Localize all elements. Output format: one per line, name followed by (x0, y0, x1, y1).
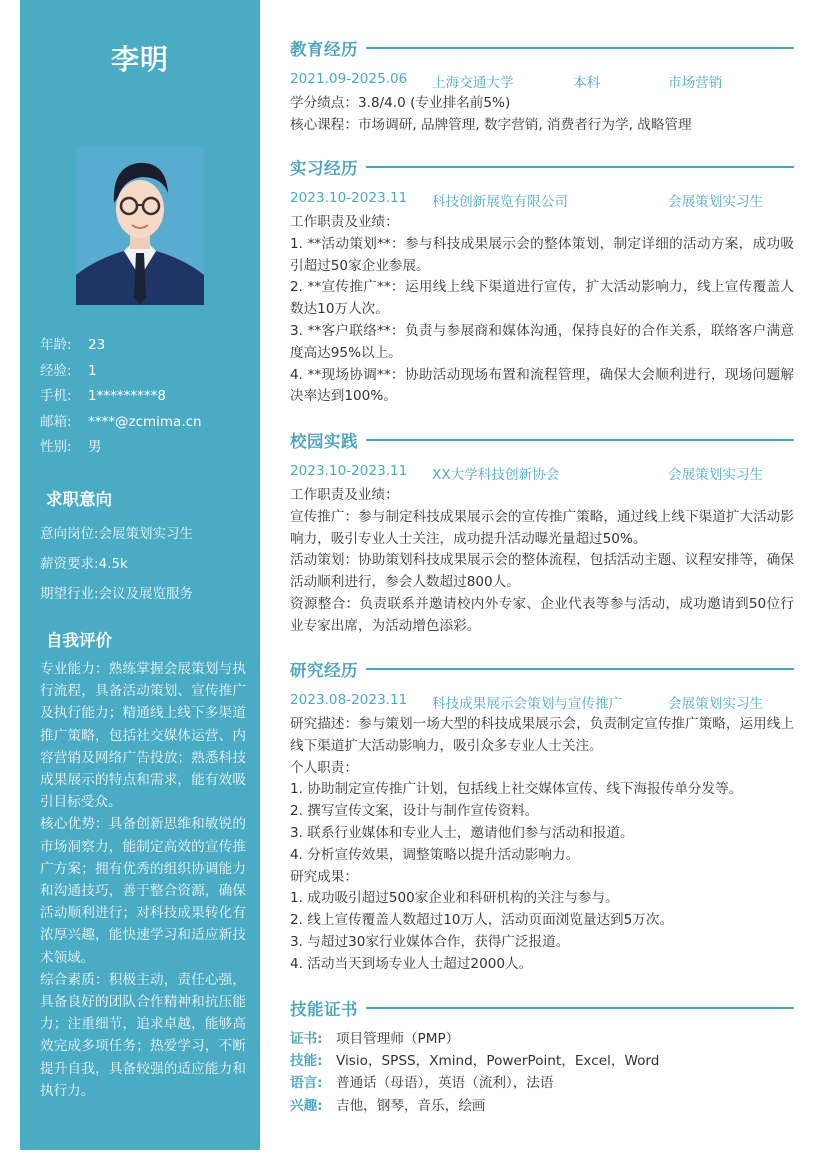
job-intent-heading: 求职意向 (46, 490, 112, 509)
self-eval-heading: 自我评价 (46, 631, 112, 650)
education-school: 上海交通大学 (432, 75, 514, 91)
research-period: 2023.08-2023.11 (290, 692, 408, 708)
skill-certificate: 证书: 项目管理师（PMP） (290, 1031, 460, 1047)
intent-position: 意向岗位:会展策划实习生 (40, 526, 194, 542)
job-intent (40, 522, 193, 612)
divider (366, 439, 794, 441)
education-degree: 本科 (573, 75, 601, 91)
self-eval-core: 核心优势：具备创新思维和敏锐的市场洞察力，能制定高效的宣传推广方案；拥有优秀的组织协调能力和沟通技巧，善于整合资源，确保活动顺利进行；对科技成果转化有浓厚兴趣，能快速学习和适应新技术领域。 (40, 816, 246, 966)
intent-salary: 薪资要求:4.5k (40, 556, 128, 572)
profile-photo (76, 147, 204, 305)
divider (366, 166, 794, 168)
info-email: 邮箱: ****@zcmima.cn (40, 413, 202, 430)
internship-heading: 实习经历 (290, 154, 794, 180)
divider (366, 1007, 794, 1009)
campus-org: XX大学科技创新协会 (432, 467, 560, 483)
sidebar (20, 0, 260, 1150)
info-age: 年龄: 23 (40, 337, 106, 353)
self-evaluation (40, 658, 246, 1102)
divider (366, 47, 794, 49)
skill-languages: 语言: 普通话（母语），英语（流利），法语 (290, 1075, 554, 1092)
internship-period: 2023.10-2023.11 (290, 190, 408, 206)
campus-role: 会展策划实习生 (668, 467, 764, 483)
research-heading: 研究经历 (290, 656, 794, 682)
research-details: 研究描述：参与策划一场大型的科技成果展示会，负责制定宣传推广策略，运用线上线下渠道扩大活动影响力，吸引众多专业人士关注。 个人职责： 1. 协助制定宣传推广计划，包括线上社交媒体宣传、线下海报传单分发等。 2. 撰写宣传文案，设计与制作宣传资料。 3. 联系行业媒体和专业人士，邀请他们参与活动和报道。 4. 分析宣传效果，调整策略以提升活动影响力。 研究成果： 1. 成功吸引超过500家企业和科研机构的关注与参与。 2. 线上宣传覆盖人数超过10万人，活动页面浏览量达到5万次。 3. 与超过30家行业媒体合作，获得广泛报道。 4. 活动当天到场专业人士超过2000人。 (290, 716, 794, 972)
info-experience: 经验: 1 (40, 362, 97, 379)
self-eval-overall: 综合素质：积极主动，责任心强，具备良好的团队合作精神和抗压能力；注重细节，追求卓越，能够高效完成多项任务；热爱学习，不断提升自我，具备较强的适应能力和执行力。 (40, 971, 246, 1099)
education-details: 学分绩点：3.8/4.0 (专业排名前5%) 核心课程：市场调研, 品牌管理, 数字营销, 消费者行为学, 战略管理 (290, 95, 692, 133)
internship-details: 工作职责及业绩： 1. **活动策划**：参与科技成果展示会的整体策划，制定详细的活动方案，成功吸引超过50家企业参展。 2. **宣传推广**：运用线上线下渠道进行宣传，扩大活动影响力，线上宣传覆盖人数达10万人次。 3. **客户联络**：负责与参展商和媒体沟通，保持良好的合作关系，联络客户满意度高达95%以上。 4. **现场协调**：协助活动现场布置和流程管理，确保大会顺利进行，现场问题解决率达到100%。 (290, 214, 794, 405)
info-phone: 手机: 1*********8 (40, 388, 166, 404)
candidate-name: 李明 (110, 43, 169, 76)
intent-industry: 期望行业:会议及展览服务 (40, 586, 194, 602)
campus-details: 工作职责及业绩： 宣传推广：参与制定科技成果展示会的宣传推广策略，通过线上线下渠道扩大活动影响力，吸引专业人士关注，成功提升活动曝光量超过50%。 活动策划：协助策划科技成果展示会的整体流程，包括活动主题、议程安排等，确保活动顺利进行，参会人数超过800人。 资源整合：负责联系并邀请校内外专家、企业代表等参与活动，成功邀请到50位行业专家出席，为活动增色添彩。 (290, 487, 794, 634)
basic-info (40, 334, 202, 462)
campus-heading: 校园实践 (290, 427, 794, 453)
portrait-icon (76, 147, 204, 305)
research-project: 科技成果展示会策划与宣传推广 (432, 696, 623, 712)
internship-company: 科技创新展览有限公司 (432, 194, 568, 210)
skills-heading: 技能证书 (290, 995, 794, 1021)
education-major: 市场营销 (668, 75, 723, 91)
self-eval-professional: 专业能力：熟练掌握会展策划与执行流程，具备活动策划、宣传推广及执行能力；精通线上线下多渠道推广策略，包括社交媒体运营、内容营销及网络广告投放；熟悉科技成果展示的特点和需求，能有效吸引目标受众。 (40, 661, 246, 811)
internship-role: 会展策划实习生 (668, 194, 764, 210)
info-gender: 性别: 男 (40, 439, 102, 455)
skill-tools: 技能: Visio，SPSS，Xmind，PowerPoint，Excel，Word (290, 1053, 660, 1070)
divider (366, 668, 794, 670)
skills-list (290, 1028, 659, 1117)
research-role: 会展策划实习生 (668, 696, 764, 712)
campus-period: 2023.10-2023.11 (290, 463, 408, 479)
skill-interests: 兴趣: 吉他，钢琴，音乐，绘画 (290, 1097, 486, 1114)
education-heading: 教育经历 (290, 35, 794, 61)
education-period: 2021.09-2025.06 (290, 71, 408, 87)
